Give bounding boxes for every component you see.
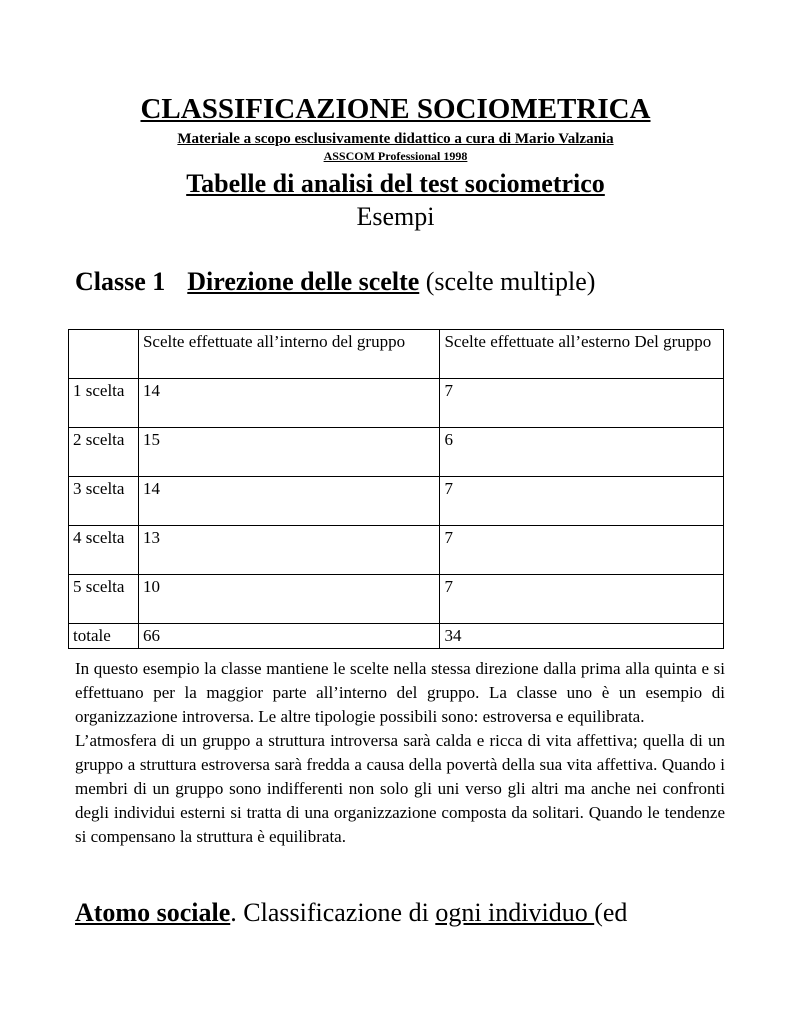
atomo-title: Atomo sociale <box>75 898 231 927</box>
atomo-underlined: ogni individuo <box>435 898 595 927</box>
inside-value: 13 <box>138 526 440 575</box>
direction-note: (scelte multiple) <box>425 267 596 296</box>
paragraph-1: In questo esempio la classe mantiene le scelte nella stessa direzione dalla prima alla quinta e si effettuano per la maggior parte all’interno del gruppo. La classe uno è un esempio di organizzazione introversa. Le altre tipologie possibili sono: estroversa e equilibrata. <box>75 659 725 726</box>
choices-table <box>68 329 724 649</box>
inside-value: 10 <box>138 575 440 624</box>
row-label: 5 scelta <box>69 575 139 624</box>
class-label: Classe 1 <box>75 267 166 296</box>
outside-value: 6 <box>440 428 724 477</box>
table-total-row <box>69 624 724 649</box>
table-row <box>69 477 724 526</box>
paragraph-2: L’atmosfera di un gruppo a struttura introversa sarà calda e ricca di vita affettiva; quella di un gruppo a struttura estroversa sarà fredda a causa della povertà della sua vita affettiva. Quando i membri di un gruppo sono indifferenti non solo gli uni verso gli altri ma anche nei confronti degli individui esterni si tratta di una organizzazione composta da solitari. Quando le tendenze si compensano la struttura è equilibrata. <box>75 731 725 846</box>
table-header-cell: Scelte effettuate all’esterno Del gruppo <box>440 330 724 379</box>
document-subtitle: Materiale a scopo esclusivamente didattico a cura di Mario Valzania <box>177 131 614 147</box>
atomo-tail: (ed <box>594 898 628 927</box>
direction-label: Direzione delle scelte <box>187 267 420 296</box>
table-row <box>69 428 724 477</box>
atomo-heading <box>75 896 627 930</box>
inside-value: 14 <box>138 379 440 428</box>
total-label: totale <box>69 624 139 649</box>
section-title: Tabelle di analisi del test sociometrico <box>186 169 605 198</box>
table-header-cell <box>69 330 139 379</box>
total-outside-value: 34 <box>440 624 724 649</box>
table-row <box>69 526 724 575</box>
row-label: 3 scelta <box>69 477 139 526</box>
outside-value: 7 <box>440 477 724 526</box>
outside-value: 7 <box>440 379 724 428</box>
inside-value: 15 <box>138 428 440 477</box>
row-label: 2 scelta <box>69 428 139 477</box>
row-label: 4 scelta <box>69 526 139 575</box>
class-heading <box>75 266 595 298</box>
document-title: CLASSIFICAZIONE SOCIOMETRICA <box>140 93 651 125</box>
examples-label: Esempi <box>356 202 435 231</box>
atomo-text: . Classificazione di <box>230 898 436 927</box>
total-inside-value: 66 <box>138 624 440 649</box>
row-label: 1 scelta <box>69 379 139 428</box>
publisher-line: ASSCOM Professional 1998 <box>323 149 468 163</box>
outside-value: 7 <box>440 575 724 624</box>
body-text <box>75 657 725 849</box>
table-header-cell: Scelte effettuate all’interno del gruppo <box>138 330 440 379</box>
table-row <box>69 575 724 624</box>
inside-value: 14 <box>138 477 440 526</box>
outside-value: 7 <box>440 526 724 575</box>
table-header-row <box>69 330 724 379</box>
table-row <box>69 379 724 428</box>
